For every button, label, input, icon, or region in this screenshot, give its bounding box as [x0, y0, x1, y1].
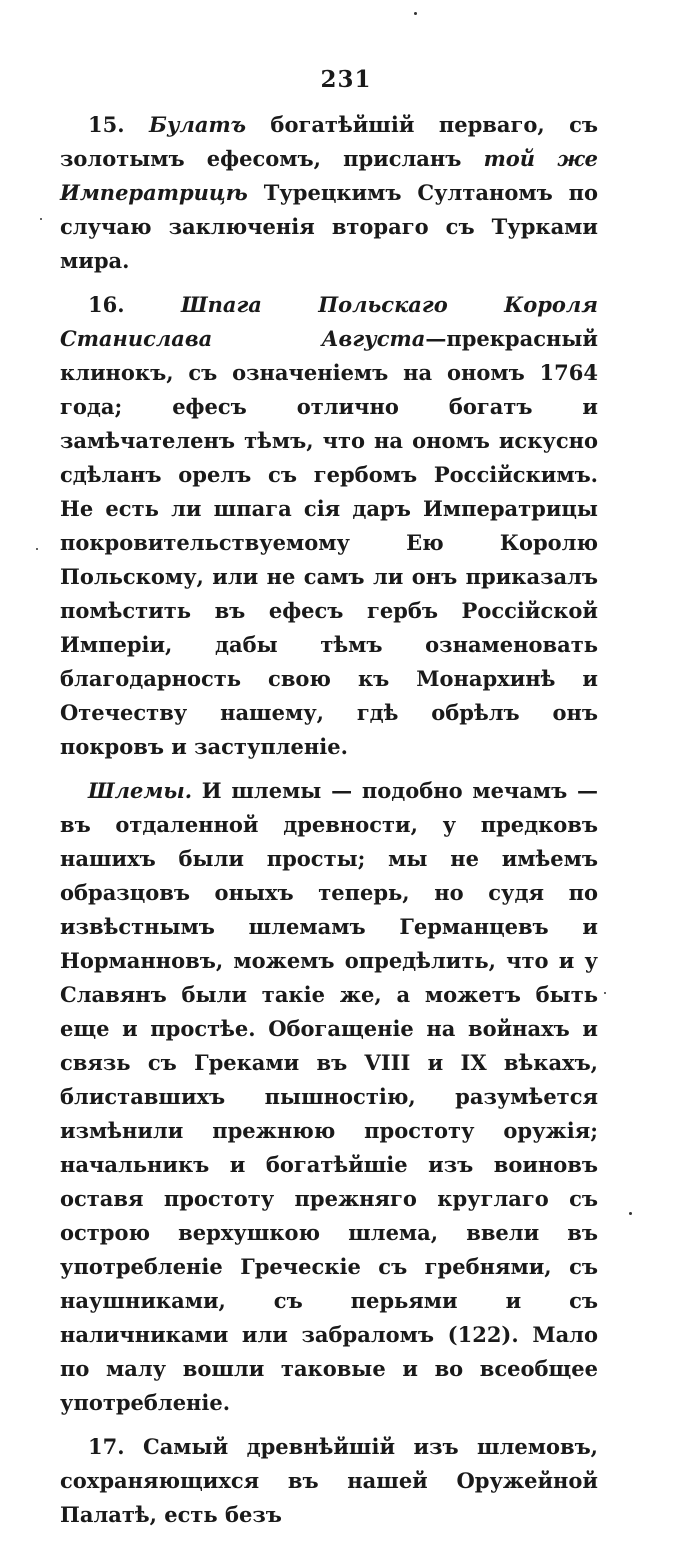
scan-speck [36, 548, 38, 550]
text-segment-italic: Шпага Польскаго Короля Станислава Августа [60, 292, 599, 351]
paragraph-15 [60, 108, 598, 278]
text-segment-italic: Булатъ [149, 112, 246, 137]
scan-speck [40, 218, 42, 220]
paragraph-number: 15. [88, 112, 125, 137]
text-segment: И шлемы — подобно мечамъ — въ отдаленной древности, у предковъ нашихъ были просты; мы не имѣемъ образцовъ оныхъ теперь, но судя по извѣстнымъ шлемамъ Германцевъ и Норманновъ, можемъ опредѣлить, что и у Славянъ были такіе же, а можетъ быть еще и простѣе. Обогащеніе на войнахъ и связь съ Греками въ VIII и IX вѣкахъ, блиставшихъ пышностію, разумѣется измѣнили прежнюю простоту оружія; начальникъ и богатѣйшіе изъ воиновъ оставя простоту прежняго круглаго съ острою верхушкою шлема, ввели въ употребленіе Греческіе съ гребнями, съ наушниками, съ перьями и съ наличниками или забраломъ (122). Мало по малу вошли таковые и во всеобщее употребленіе. [60, 778, 598, 1415]
scan-speck [604, 992, 606, 994]
text-segment: Самый древнѣйшій изъ шлемовъ, сохраняющихся въ нашей Оружейной Палатѣ, есть безъ [60, 1434, 598, 1527]
scan-speck [629, 1212, 632, 1215]
paragraph-number: 17. [88, 1434, 125, 1459]
paragraph-16 [60, 288, 598, 764]
scan-speck [414, 12, 417, 15]
page-number: 231 [320, 66, 372, 93]
paragraph-17 [60, 1430, 598, 1532]
text-segment: Турецкимъ Султаномъ по случаю заключенія втораго съ Турками мира. [60, 180, 598, 273]
text-segment: богатѣйшій перваго, съ золотымъ ефесомъ, присланъ [60, 112, 598, 171]
paragraph-helmets [60, 774, 598, 1420]
text-segment-italic: Шлемы. [88, 778, 193, 803]
text-segment-italic: той же Императрицѣ [60, 146, 598, 205]
body-text [60, 108, 598, 1542]
paragraph-number: 16. [88, 292, 125, 317]
text-segment: —прекрасный клинокъ, съ означеніемъ на ономъ 1764 года; ефесъ отлично богатъ и замѣчателенъ тѣмъ, что на ономъ искусно сдѣланъ орелъ съ гербомъ Россійскимъ. Не есть ли шпага сія даръ Императрицы покровительствуемому Ею Королю Польскому, или не самъ ли онъ приказалъ помѣстить въ ефесъ гербъ Россійской Имперіи, дабы тѣмъ ознаменовать благодарность свою къ Монархинѣ и Отечеству нашему, гдѣ обрѣлъ онъ покровъ и заступленіе. [60, 326, 598, 759]
